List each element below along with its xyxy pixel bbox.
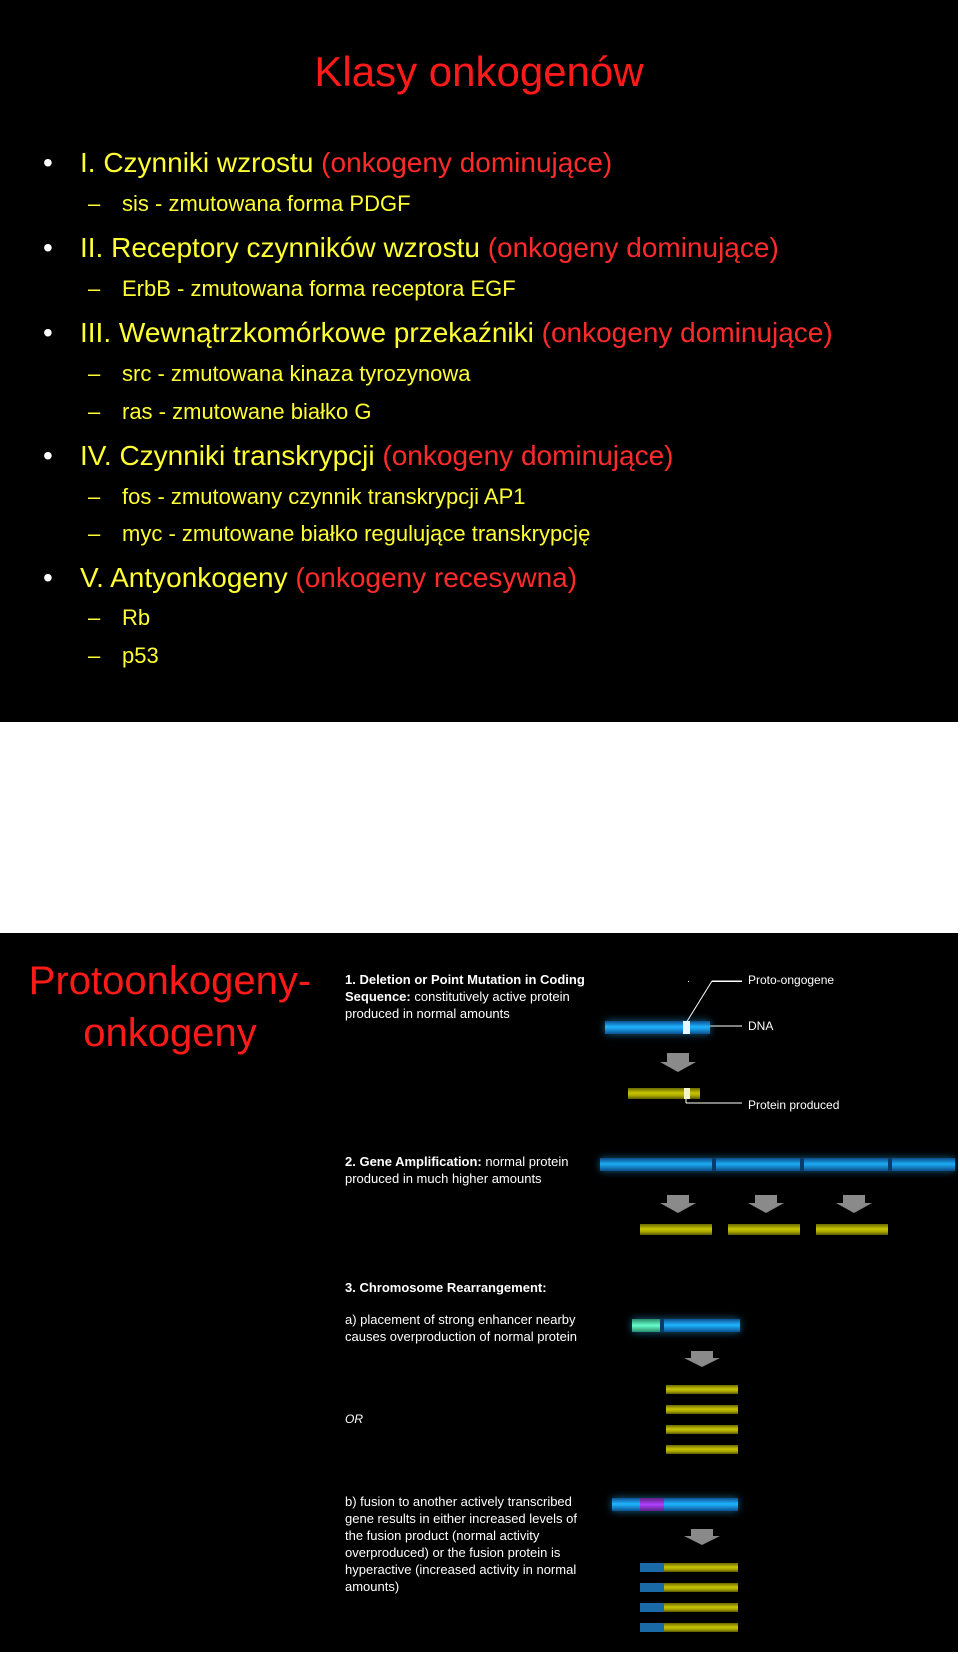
- section-2-text: normal protein produced in much higher amounts: [345, 1154, 569, 1186]
- arrow-icon: [684, 1358, 720, 1367]
- item-text: fos - zmutowany czynnik transkrypcji AP1: [122, 484, 526, 509]
- bullet-icon: •: [43, 147, 53, 178]
- section-2-caption: [345, 1153, 595, 1187]
- dna-bar-amplified: [600, 1158, 955, 1171]
- protein-bar: [666, 1425, 738, 1434]
- dash-icon: –: [88, 276, 101, 301]
- slide-title: Klasy onkogenów: [314, 48, 644, 95]
- arrow-icon: [667, 1195, 689, 1203]
- dna-bar: [612, 1498, 738, 1511]
- segment-divider: [888, 1158, 892, 1171]
- segment-divider: [660, 1319, 664, 1332]
- dash-icon: –: [88, 361, 101, 386]
- item-note: (onkogeny dominujące): [382, 440, 674, 471]
- arrow-icon: [843, 1195, 865, 1203]
- arrow-icon: [660, 1062, 696, 1072]
- fusion-protein-segment: [640, 1583, 664, 1592]
- protein-bar: [728, 1224, 800, 1235]
- arrow-icon: [748, 1203, 784, 1213]
- arrow-icon: [684, 1536, 720, 1545]
- arrow-icon: [691, 1529, 713, 1536]
- segment-divider: [712, 1158, 716, 1171]
- section-3-heading: [345, 1279, 595, 1296]
- item-text: myc - zmutowane białko regulujące transkrypcję: [122, 521, 591, 546]
- item-text: III. Wewnątrzkomórkowe przekaźniki: [80, 317, 542, 348]
- dash-icon: –: [88, 605, 101, 630]
- slide-oncogene-classes: [0, 0, 958, 722]
- bullet-icon: •: [43, 317, 53, 348]
- segment-divider: [800, 1158, 804, 1171]
- dash-icon: –: [88, 191, 101, 216]
- fusion-protein-segment: [640, 1623, 664, 1632]
- slide-title: [0, 955, 340, 1059]
- arrow-icon: [691, 1351, 713, 1358]
- item-text: IV. Czynniki transkrypcji: [80, 440, 383, 471]
- fusion-segment: [640, 1498, 664, 1511]
- item-text: sis - zmutowana forma PDGF: [122, 191, 411, 216]
- dash-icon: –: [88, 643, 101, 668]
- arrow-icon: [667, 1053, 689, 1062]
- or-label: OR: [345, 1412, 363, 1426]
- enhancer-segment: [632, 1319, 660, 1332]
- protein-bar: [640, 1224, 712, 1235]
- dash-icon: –: [88, 521, 101, 546]
- item-note: (onkogeny recesywna): [295, 562, 578, 593]
- section-3b-caption: b) fusion to another actively transcribed gene results in either increased levels of the fusion product (normal activity overproduced) or the fusion protein is hyperactive (increased activity in normal amounts): [345, 1494, 577, 1594]
- item-text: Rb: [122, 605, 151, 630]
- mutation-mark: [683, 1021, 690, 1034]
- section-1-heading: 1. Deletion or Point Mutation in Coding Sequence:: [345, 972, 585, 1004]
- protein-bar: [666, 1445, 738, 1454]
- slide-protooncogenes: [0, 933, 958, 1652]
- section-1-text: constitutively active protein produced in normal amounts: [345, 989, 570, 1021]
- dash-icon: –: [88, 399, 101, 424]
- item-text: II. Receptory czynników wzrostu: [80, 232, 488, 263]
- arrow-icon: [660, 1203, 696, 1213]
- label-proto-oncogene: Proto-ongogene: [748, 973, 835, 987]
- item-text: V. Antyonkogeny: [80, 562, 296, 593]
- item-note: (onkogeny dominujące): [321, 147, 613, 178]
- bullet-icon: •: [43, 440, 53, 471]
- dna-bar: [605, 1021, 710, 1034]
- section-3a-caption: a) placement of strong enhancer nearby causes overproduction of normal protein: [345, 1312, 577, 1344]
- bullet-icon: •: [43, 232, 53, 263]
- section-1-caption: [345, 971, 595, 1022]
- mutation-mark: [684, 1088, 690, 1099]
- arrow-icon: [755, 1195, 777, 1203]
- dash-icon: –: [88, 484, 101, 509]
- title-line-2: onkogeny: [83, 1011, 257, 1055]
- fusion-protein-segment: [640, 1603, 664, 1612]
- protein-bar: [816, 1224, 888, 1235]
- section-3-heading-text: 3. Chromosome Rearrangement:: [345, 1280, 547, 1295]
- label-dna: DNA: [748, 1019, 774, 1033]
- arrow-icon: [836, 1203, 872, 1213]
- item-text: ras - zmutowane białko G: [122, 399, 372, 424]
- section-2-heading: 2. Gene Amplification:: [345, 1154, 482, 1169]
- fusion-protein-segment: [640, 1563, 664, 1572]
- item-text: src - zmutowana kinaza tyrozynowa: [122, 361, 471, 386]
- label-protein-produced: Protein produced: [748, 1098, 840, 1112]
- protein-bar: [666, 1385, 738, 1394]
- item-note: (onkogeny dominujące): [541, 317, 833, 348]
- bullet-icon: •: [43, 562, 53, 593]
- protein-bar: [666, 1405, 738, 1414]
- item-text: I. Czynniki wzrostu: [80, 147, 322, 178]
- title-line-1: Protoonkogeny-: [28, 959, 312, 1003]
- item-text: p53: [122, 643, 159, 668]
- item-note: (onkogeny dominujące): [487, 232, 779, 263]
- item-text: ErbB - zmutowana forma receptora EGF: [122, 276, 516, 301]
